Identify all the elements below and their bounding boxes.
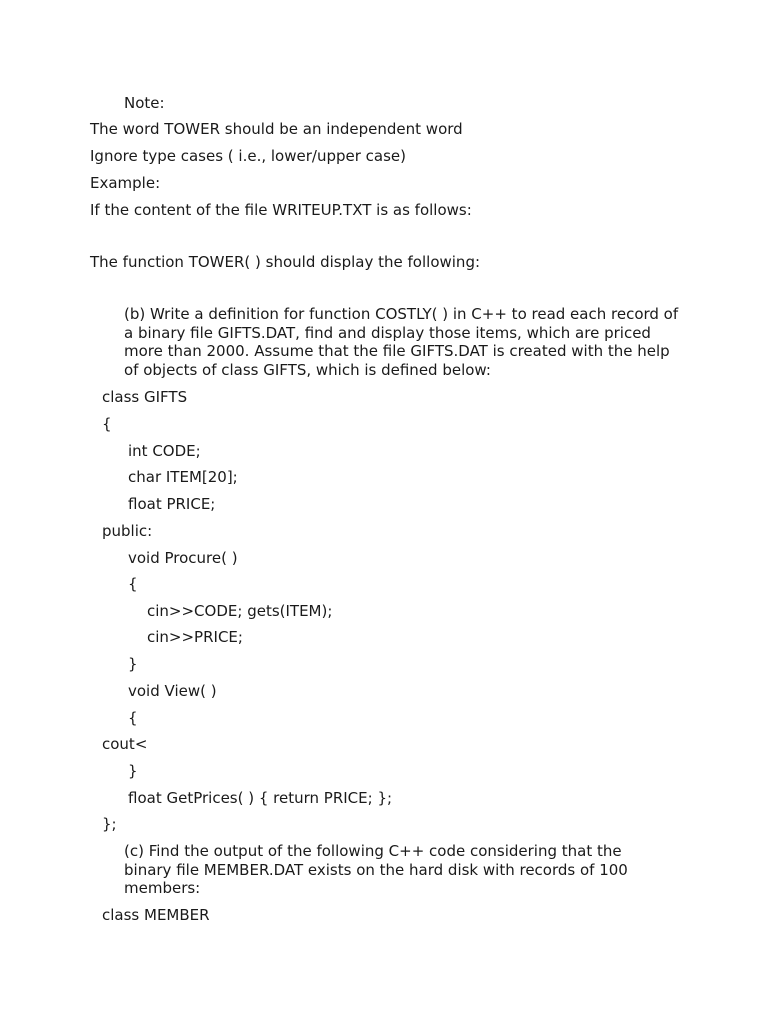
code-line: float GetPrices( ) { return PRICE; };	[128, 789, 393, 807]
code-line: cin>>CODE; gets(ITEM);	[147, 602, 333, 620]
code-line: void Procure( )	[128, 549, 238, 567]
note-line: The function TOWER( ) should display the following:	[90, 253, 481, 271]
code-line: }	[128, 655, 138, 673]
code-line: };	[102, 815, 117, 833]
note-line: Ignore type cases ( i.e., lower/upper case)	[90, 147, 407, 165]
code-line: class GIFTS	[102, 388, 188, 406]
code-line: class MEMBER	[102, 906, 210, 924]
code-line: float PRICE;	[128, 495, 216, 513]
code-line: {	[102, 415, 112, 433]
code-line: cin>>PRICE;	[147, 628, 243, 646]
code-line: cout<	[102, 735, 148, 753]
code-line: }	[128, 762, 138, 780]
code-line: char ITEM[20];	[128, 468, 238, 486]
code-line: public:	[102, 522, 153, 540]
code-line: void View( )	[128, 682, 217, 700]
example-label: Example:	[90, 174, 161, 192]
note-line: If the content of the file WRITEUP.TXT is as follows:	[90, 201, 472, 219]
question-b-text: (b) Write a definition for function COSTLY( ) in C++ to read each record of a binary file GIFTS.DAT, find and display those items, which are priced more than 2000. Assume that the file GIFTS.DAT is created with the help of objects of class GIFTS, which is defined below:	[124, 305, 679, 379]
question-c-text: (c) Find the output of the following C++ code considering that the binary file MEMBER.DAT exists on the hard disk with records of 100 members:	[124, 842, 628, 897]
code-line: int CODE;	[128, 442, 201, 460]
code-line: {	[128, 709, 138, 727]
code-line: {	[128, 575, 138, 593]
note-line: The word TOWER should be an independent word	[90, 120, 463, 138]
note-heading: Note:	[124, 94, 165, 112]
